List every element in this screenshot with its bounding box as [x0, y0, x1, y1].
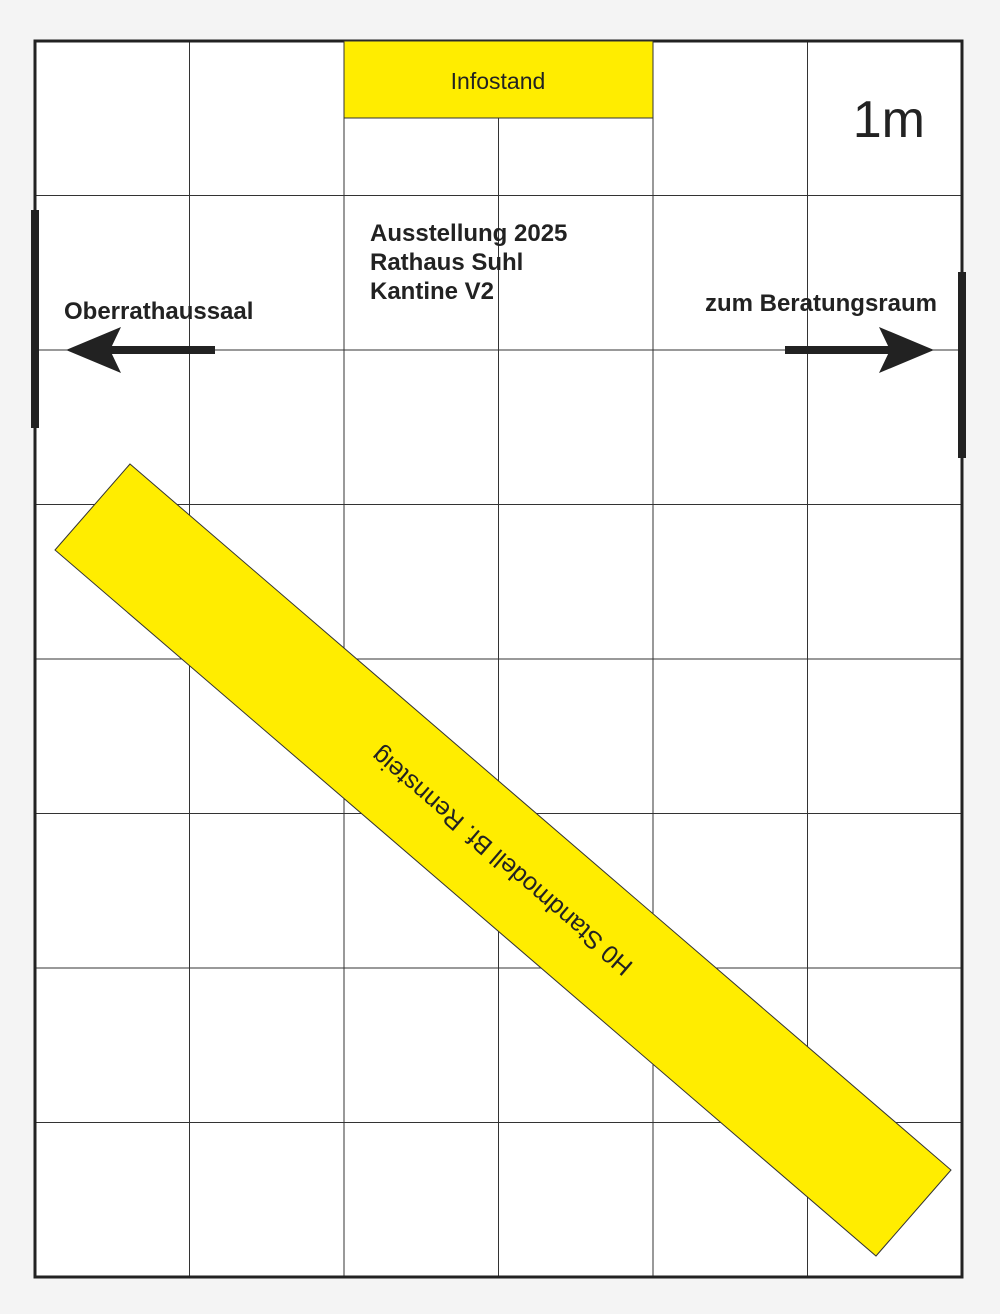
door-left	[31, 210, 39, 428]
info-stand-label: Infostand	[450, 68, 546, 94]
door-right	[958, 272, 966, 458]
exhibition-line-2: Rathaus Suhl	[370, 249, 524, 276]
scale-label: 1m	[852, 91, 925, 149]
exhibition-line-3: Kantine V2	[370, 278, 495, 305]
exhibition-line-1: Ausstellung 2025	[370, 220, 568, 247]
model-label: H0 Standmodell Bf. Rennsteig	[366, 741, 639, 981]
exit-right-label: zum Beratungsraum	[704, 290, 937, 317]
exit-left-label: Oberrathaussaal	[64, 298, 254, 325]
